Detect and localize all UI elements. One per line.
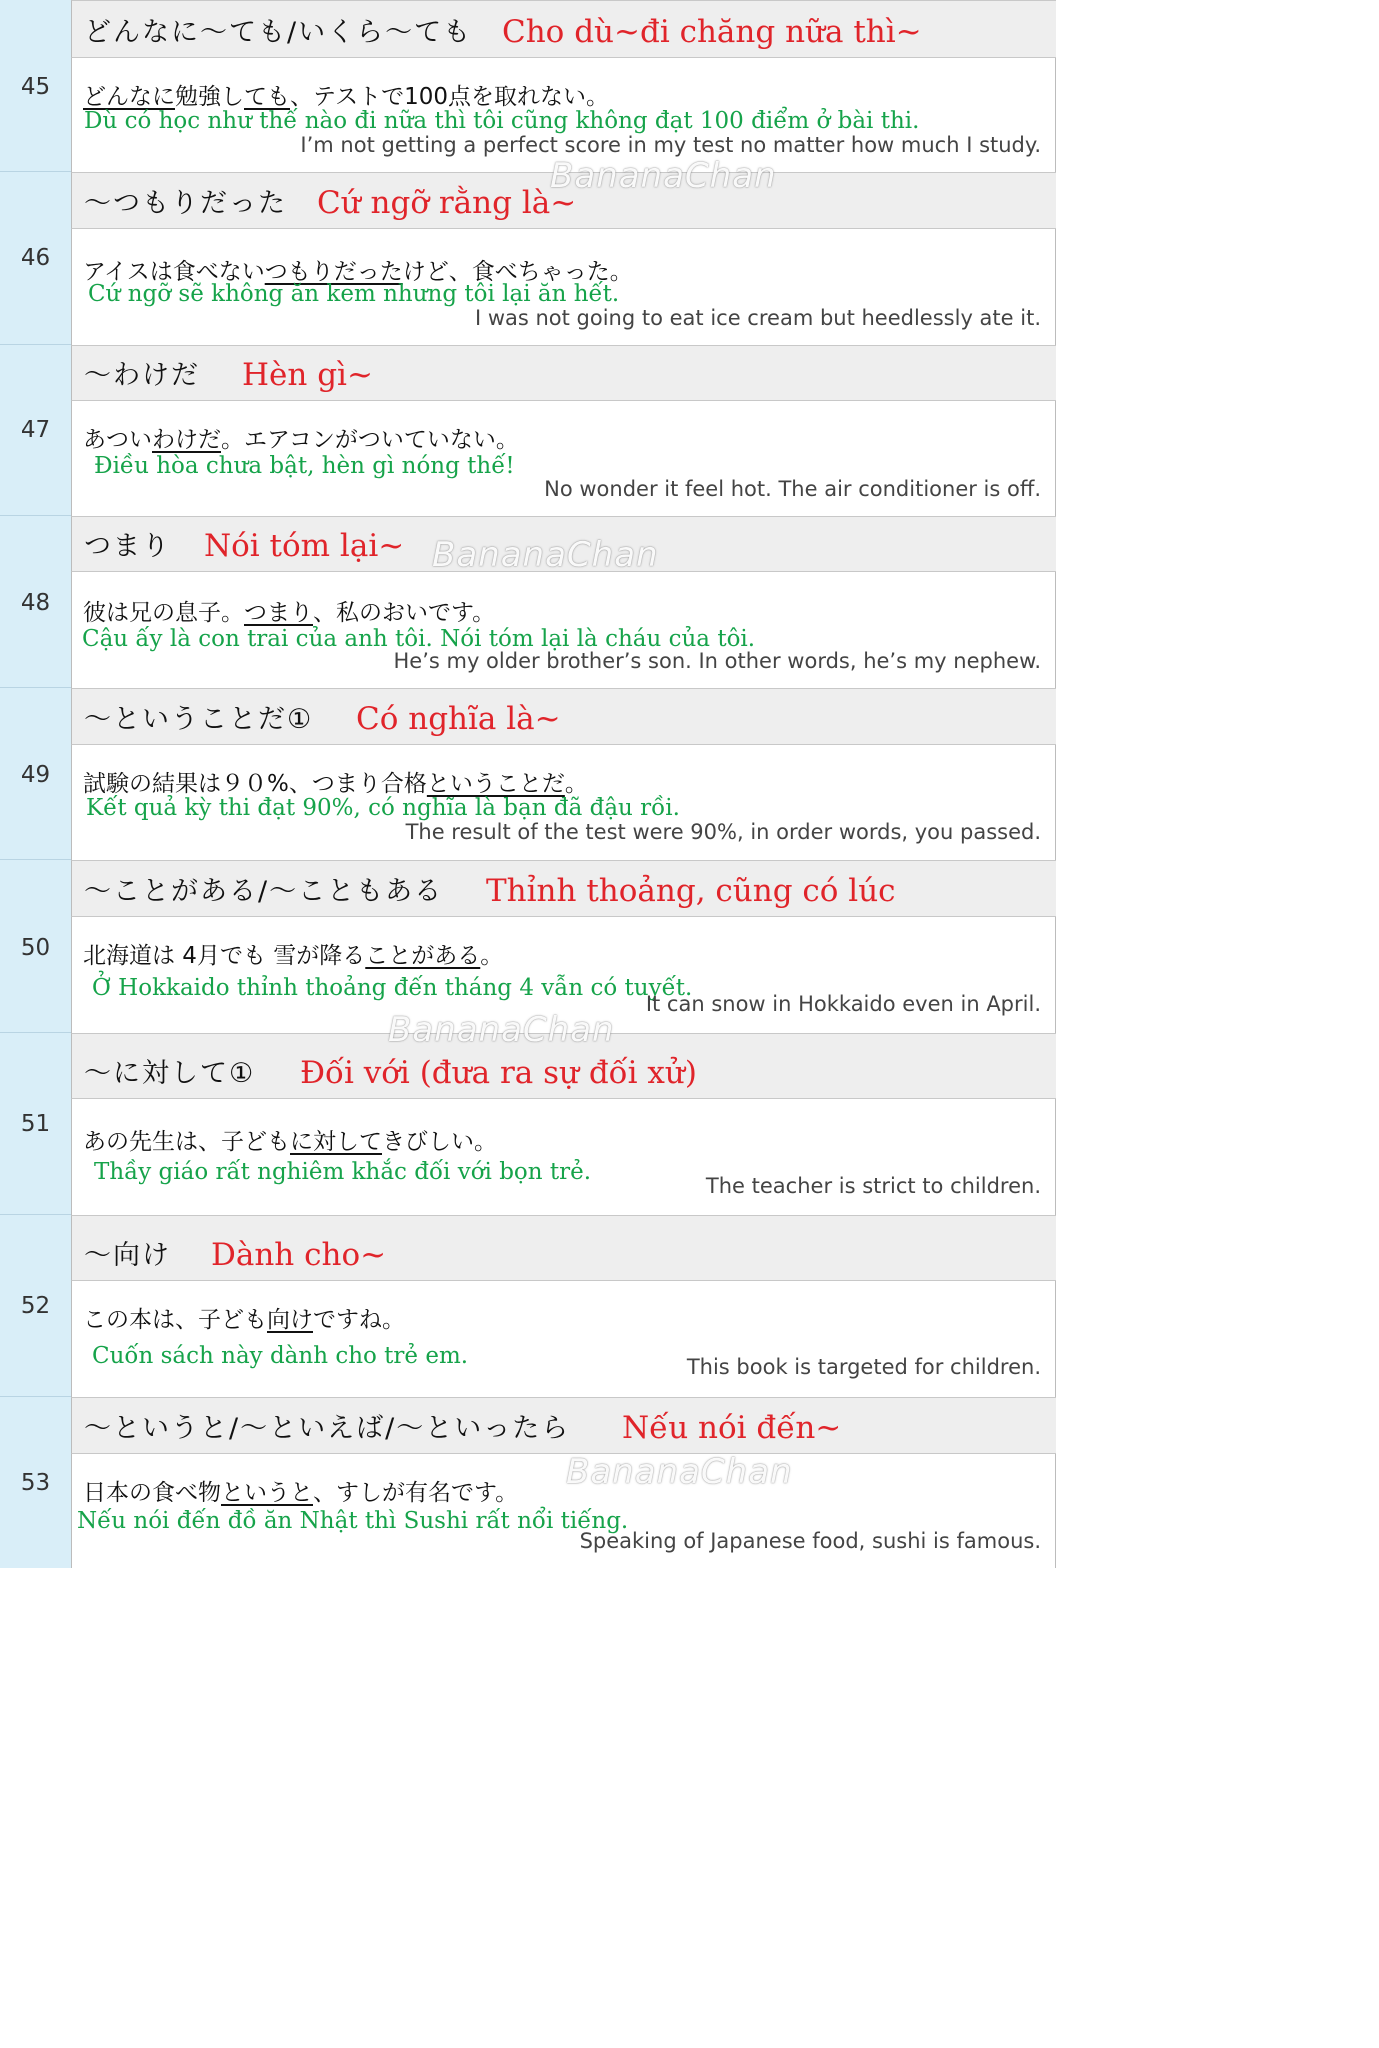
grammar-entry [0,345,1056,516]
entry-body [71,572,1056,688]
entry-number-column [0,0,71,172]
japanese-example [83,1474,518,1507]
example-text: 試験の結果は９０%、つまり合格 [83,771,427,797]
grammar-pattern: つまり [84,531,171,562]
entry-body [71,1281,1056,1397]
grammar-entry [0,1215,1056,1397]
watermark: BananaChan [432,535,659,575]
example-text: あつい [83,427,152,453]
entry-number: 45 [20,74,51,100]
japanese-example [83,78,609,111]
example-text: 北海道は 4月でも 雪が降る [83,943,366,969]
entry-header [71,688,1056,745]
entry-number: 46 [20,245,51,271]
japanese-example [83,937,503,970]
grammar-highlight: というと [221,1480,313,1506]
example-text: ですね。 [313,1307,405,1333]
entry-body [71,1454,1056,1568]
grammar-pattern: ～向け [84,1240,171,1271]
entry-number-column [0,688,71,860]
pattern-meaning: Cho dù~đi chăng nữa thì~ [502,14,922,50]
pattern-meaning: Nếu nói đến~ [622,1410,842,1446]
example-text: 。 [480,943,504,969]
japanese-example [83,594,495,627]
entry-body [71,58,1056,172]
english-translation: I’m not getting a perfect score in my test no matter how much I study. [300,133,1041,157]
vietnamese-translation: Kết quả kỳ thi đạt 90%, có nghĩa là bạn đã đậu rồi. [86,795,680,821]
japanese-example [83,1301,405,1334]
watermark: BananaChan [566,1452,793,1492]
japanese-example [83,421,519,454]
pattern-meaning: Thỉnh thoảng, cũng có lúc [486,873,896,909]
grammar-pattern: ～に対して① [84,1058,256,1089]
vietnamese-translation: Ở Hokkaido thỉnh thoảng đến tháng 4 vẫn có tuyết. [92,975,693,1001]
watermark: BananaChan [388,1010,615,1050]
pattern-meaning: Cứ ngỡ rằng là~ [317,185,577,221]
entry-number: 53 [20,1470,51,1496]
vietnamese-translation: Nếu nói đến đồ ăn Nhật thì Sushi rất nổi tiếng. [77,1508,629,1534]
grammar-pattern: ～ことがある/～こともある [84,876,444,907]
vietnamese-translation: Thầy giáo rất nghiêm khắc đối với bọn trẻ. [94,1159,592,1185]
grammar-highlight: に対して [290,1129,382,1155]
entry-body [71,1099,1056,1215]
example-text: 勉強し [175,84,244,110]
grammar-entry [0,860,1056,1033]
grammar-highlight: ということだ [426,771,565,797]
entry-number: 52 [20,1293,51,1319]
japanese-example [83,1123,497,1156]
grammar-highlight: 向け [267,1307,313,1333]
english-translation: The result of the test were 90%, in order words, you passed. [405,820,1041,844]
english-translation: The teacher is strict to children. [705,1174,1041,1198]
watermark: BananaChan [550,156,777,196]
english-translation: I was not going to eat ice cream but heedlessly ate it. [474,306,1041,330]
grammar-highlight: つまり [244,600,313,626]
entry-body [71,745,1056,860]
grammar-highlight: わけだ [152,427,221,453]
entry-number-column [0,172,71,345]
pattern-meaning: Dành cho~ [211,1237,387,1273]
pattern-meaning: Hèn gì~ [242,357,373,393]
example-text: 、私のおいです。 [313,600,496,626]
entry-number: 49 [20,762,51,788]
entry-body [71,229,1056,345]
grammar-pattern: どんなに～ても/いくら～ても [84,17,473,48]
vietnamese-translation: Cậu ấy là con trai của anh tôi. Nói tóm lại là cháu của tôi. [82,626,756,652]
vietnamese-translation: Điều hòa chưa bật, hèn gì nóng thế! [94,453,515,479]
entry-number: 47 [20,417,51,443]
entry-header [71,860,1056,917]
entry-number: 51 [20,1111,51,1137]
entry-number-column [0,345,71,516]
example-text: 、すしが有名です。 [313,1480,519,1506]
grammar-entry [0,172,1056,345]
grammar-pattern: ～というと/～といえば/～といったら [84,1413,571,1444]
example-text: 彼は兄の息子。 [83,600,244,626]
entry-number-column [0,1033,71,1215]
grammar-highlight: つもりだった [264,259,403,285]
grammar-highlight: ても [244,84,290,110]
grammar-pattern: ～わけだ [84,360,200,391]
english-translation: No wonder it feel hot. The air conditioner is off. [544,477,1041,501]
english-translation: It can snow in Hokkaido even in April. [645,992,1041,1016]
vietnamese-translation: Cứ ngỡ sẽ không ăn kem nhưng tôi lại ăn hết. [88,281,620,307]
grammar-pattern: ～つもりだった [84,188,287,219]
entry-body [71,401,1056,516]
entry-header [71,1215,1056,1281]
pattern-meaning: Có nghĩa là~ [356,701,561,737]
example-text: けど、食べちゃった。 [402,259,633,285]
entry-number: 48 [20,590,51,616]
entry-number-column [0,860,71,1033]
vietnamese-translation: Cuốn sách này dành cho trẻ em. [92,1343,469,1369]
grammar-entry [0,1033,1056,1215]
example-text: 、テストで100点を取れない。 [290,84,609,110]
grammar-entry [0,1397,1056,1568]
example-text: 。エアコンがついていない。 [221,427,519,453]
entry-number-column [0,1215,71,1397]
english-translation: He’s my older brother’s son. In other words, he’s my nephew. [393,649,1041,673]
grammar-entry [0,688,1056,860]
entry-number: 50 [20,935,51,961]
vietnamese-translation: Dù có học như thế nào đi nữa thì tôi cũng không đạt 100 điểm ở bài thi. [84,108,920,134]
pattern-meaning: Nói tóm lại~ [204,528,405,564]
grammar-entry [0,0,1056,172]
entry-header [71,345,1056,401]
english-translation: This book is targeted for children. [686,1355,1041,1379]
english-translation: Speaking of Japanese food, sushi is famous. [579,1529,1041,1553]
entry-header [71,0,1056,58]
example-text: アイスは食べない [83,259,265,285]
entry-number-column [0,516,71,688]
entry-number-column [0,1397,71,1568]
entry-header [71,1397,1056,1454]
grammar-highlight: ことがある [365,943,481,969]
example-text: 。 [564,771,588,797]
example-text: 日本の食べ物 [83,1480,221,1506]
japanese-example [83,765,588,798]
grammar-highlight: どんなに [83,84,175,110]
grammar-pattern: ～ということだ① [84,704,314,735]
example-text: あの先生は、子ども [83,1129,290,1155]
example-text: きびしい。 [382,1129,497,1155]
example-text: この本は、子ども [83,1307,267,1333]
pattern-meaning: Đối với (đưa ra sự đối xử) [300,1055,697,1091]
